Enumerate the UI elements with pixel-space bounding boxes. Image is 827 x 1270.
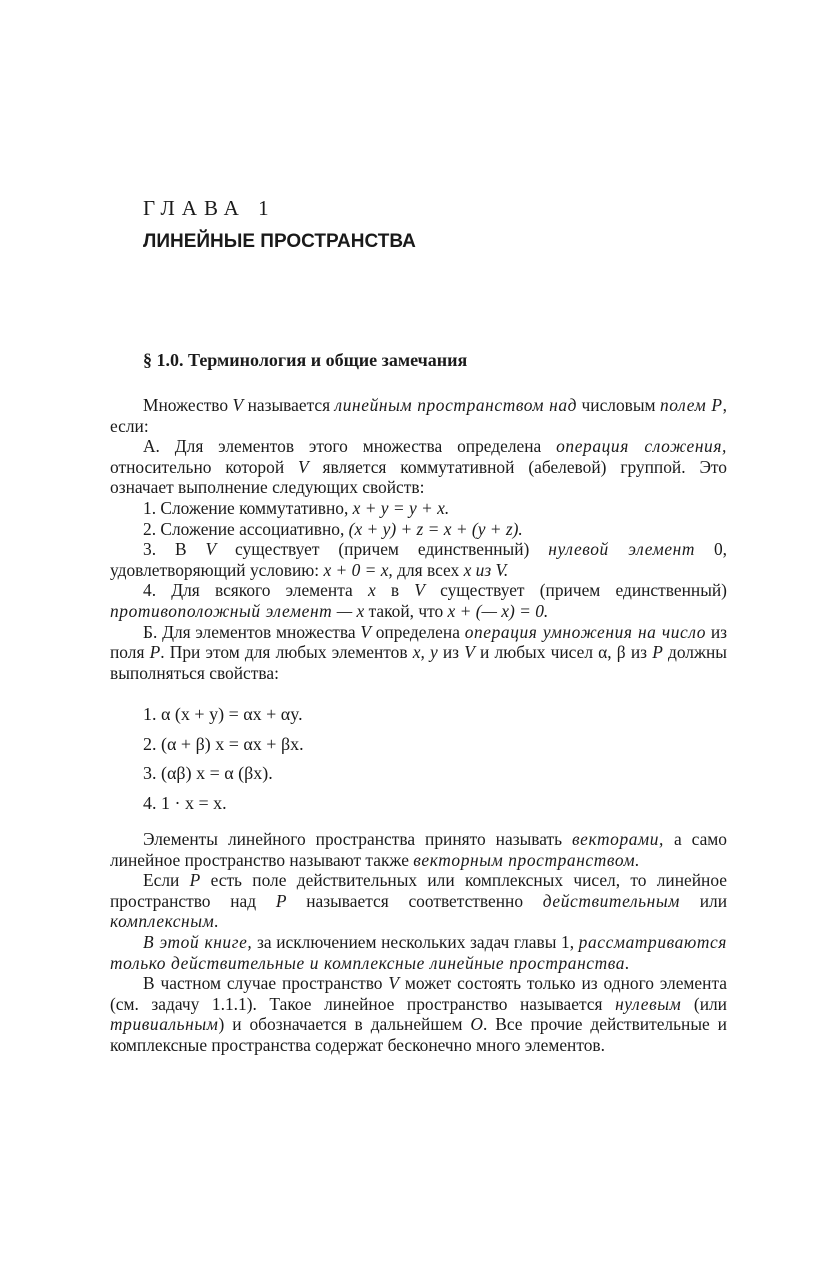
property-a1: 1. Сложение коммутативно, x + y = y + x. (143, 497, 450, 518)
paragraph-fields: Если P есть поле действительных или комплексных чисел, то линейное пространство над P называется соответственно действительным или комплексным. (110, 870, 728, 932)
paragraph-vectors: Элементы линейного пространства принято называть векторами, а само линейное пространство называют также векторным пространством. (110, 829, 728, 870)
intro-text (110, 395, 727, 683)
paragraph-definition: Множество V называется линейным пространством над числовым полем P, если: (110, 395, 727, 436)
section-title: § 1.0. Терминология и общие замечания (143, 350, 468, 370)
paragraph-zero-space: В частном случае пространство V может состоять только из одного элемента (см. задачу 1.1.1). Такое линейное пространство называется нулевым (или тривиальным) и обозначается в дальнейшем O. Все прочие действительные и комплексные пространства содержат бесконечно много элементов. (110, 973, 727, 1055)
paragraph-b: Б. Для элементов множества V определена операция умножения на число из поля P. При этом для любых элементов x, y из V и любых чисел α, β из P должны выполняться свойства: (110, 621, 727, 683)
formula-item: 2. (α + β) x = αx + βx. (143, 733, 304, 754)
paragraph-scope: В этой книге, за исключением нескольких задач главы 1, рассматриваются только действительные и комплексные линейные пространства. (110, 931, 727, 973)
property-a2: 2. Сложение ассоциативно, (x + y) + z = x + (y + z). (143, 518, 523, 539)
formula-list (143, 700, 304, 818)
chapter-title: ЛИНЕЙНЫЕ ПРОСТРАНСТВА (143, 231, 416, 252)
formula-item: 1. α (x + y) = αx + αy. (143, 704, 303, 724)
body-text (110, 829, 727, 1056)
formula-item: 4. 1 · x = x. (143, 792, 227, 813)
property-a3: 3. В V существует (причем единственный) нулевой элемент 0, удовлетворяющий условию: x + 0 = x, для всех x из V. (110, 539, 728, 580)
property-a4: 4. Для всякого элемента x в V существует (причем единственный) противоположный элемент — x такой, что x + (— x) = 0. (110, 580, 727, 621)
paragraph-a: А. Для элементов этого множества определена операция сложения, относительно которой V является коммутативной (абелевой) группой. Это означает выполнение следующих свойств: (110, 436, 727, 498)
formula-item: 3. (αβ) x = α (βx). (143, 763, 273, 783)
chapter-label: ГЛАВА 1 (143, 196, 276, 220)
